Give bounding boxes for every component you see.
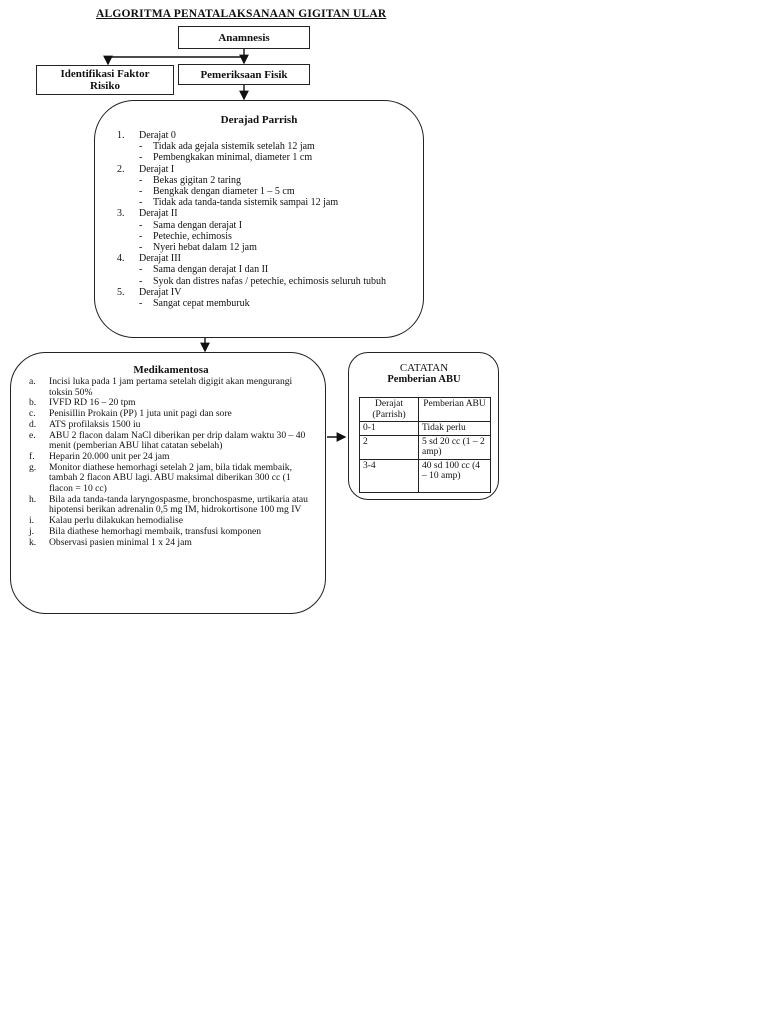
parrish-symptom-text: Bekas gigitan 2 taring — [153, 174, 242, 186]
catatan-heading: CATATAN — [399, 362, 449, 374]
medikamentosa-item-key: a. — [29, 376, 36, 387]
anamnesis-label: Anamnesis — [218, 31, 270, 44]
parrish-symptom: - Pembengkakan minimal, diameter 1 cm — [117, 152, 423, 163]
abu-cell-derajat: 2 — [360, 435, 419, 459]
parrish-symptom-text: Sama dengan derajat I — [153, 219, 243, 231]
parrish-level-number: 4. — [117, 253, 125, 265]
medikamentosa-item-text: IVFD RD 16 – 20 tpm — [49, 397, 136, 409]
medikamentosa-item — [29, 527, 313, 538]
parrish-level-label: Derajat IV — [139, 286, 182, 298]
parrish-symptom: - Sangat cepat memburuk — [117, 298, 423, 309]
faktor-risiko-label: Identifikasi Faktor Risiko — [60, 68, 150, 92]
medikamentosa-box — [10, 352, 326, 614]
parrish-symptom: - Petechie, echimosis — [117, 231, 423, 242]
parrish-symptom-text: Bengkak dengan diameter 1 – 5 cm — [153, 186, 295, 198]
parrish-symptom-text: Sama dengan derajat I dan II — [153, 264, 269, 276]
medikamentosa-item-key: h. — [29, 493, 37, 505]
parrish-symptom: - Sama dengan derajat I dan II — [117, 264, 423, 275]
parrish-symptom: - Nyeri hebat dalam 12 jam — [117, 242, 423, 253]
medikamentosa-item-key: g. — [29, 461, 37, 473]
medikamentosa-item-text: Incisi luka pada 1 jam pertama setelah digigit akan mengurangi toksin 50% — [49, 376, 293, 398]
medikamentosa-item-key: c. — [29, 408, 36, 420]
parrish-level-label: Derajat 0 — [139, 130, 176, 141]
parrish-level — [117, 287, 423, 309]
medikamentosa-item-key: b. — [29, 397, 37, 409]
abu-col-pemberian: Pemberian ABU — [419, 398, 491, 422]
pemeriksaan-fisik-box — [178, 64, 310, 85]
parrish-symptom-text: Pembengkakan minimal, diameter 1 cm — [153, 152, 313, 164]
anamnesis-box — [178, 26, 310, 49]
parrish-level-number: 2. — [117, 163, 125, 175]
medikamentosa-item-key: j. — [29, 525, 35, 537]
parrish-heading: Derajad Parrish — [220, 114, 298, 126]
abu-table-row — [360, 435, 491, 459]
abu-cell-pemberian: 40 sd 100 cc (4 – 10 amp) — [419, 459, 491, 492]
parrish-symptom-text: Tidak ada gejala sistemik setelah 12 jam — [153, 141, 315, 153]
abu-table-row — [360, 459, 491, 492]
medikamentosa-item — [29, 420, 313, 431]
medikamentosa-item-text: ATS profilaksis 1500 iu — [49, 418, 141, 430]
medikamentosa-item — [29, 463, 313, 495]
catatan-subheading: Pemberian ABU — [387, 374, 461, 385]
abu-cell-pemberian: 5 sd 20 cc (1 – 2 amp) — [419, 435, 491, 459]
parrish-symptom: - Bengkak dengan diameter 1 – 5 cm — [117, 186, 423, 197]
abu-cell-pemberian: Tidak perlu — [419, 422, 491, 436]
medikamentosa-item — [29, 495, 313, 516]
abu-cell-derajat: 3-4 — [360, 459, 419, 492]
medikamentosa-item — [29, 431, 313, 452]
parrish-symptom: - Syok dan distres nafas / petechie, echimosis seluruh tubuh — [117, 276, 423, 287]
parrish-symptom: - Bekas gigitan 2 taring — [117, 175, 423, 186]
medikamentosa-item-text: Bila diathese hemorhagi membaik, transfusi komponen — [49, 525, 262, 537]
medikamentosa-item-key: f. — [29, 450, 35, 462]
parrish-level — [117, 208, 423, 253]
parrish-level-label: Derajat III — [139, 253, 181, 265]
parrish-symptom-text: Petechie, echimosis — [153, 230, 232, 242]
parrish-level-label: Derajat II — [139, 208, 178, 220]
parrish-symptom-text: Syok dan distres nafas / petechie, echimosis seluruh tubuh — [153, 275, 387, 287]
page-title: ALGORITMA PENATALAKSANAAN GIGITAN ULAR — [96, 8, 387, 20]
parrish-symptom-text: Tidak ada tanda-tanda sistemik sampai 12 jam — [153, 197, 339, 209]
medikamentosa-item-key: k. — [29, 536, 37, 548]
medikamentosa-item-text: Heparin 20.000 unit per 24 jam — [49, 450, 170, 462]
parrish-level-label: Derajat I — [139, 163, 175, 175]
parrish-symptom: - Tidak ada gejala sistemik setelah 12 jam — [117, 141, 423, 152]
medikamentosa-item-text: Penisillin Prokain (PP) 1 juta unit pagi dan sore — [49, 408, 232, 420]
catatan-box — [348, 352, 499, 500]
medikamentosa-item-text: ABU 2 flacon dalam NaCl diberikan per drip dalam waktu 30 – 40 menit (pemberian ABU lihat catatan sebelah) — [49, 429, 306, 452]
medikamentosa-item-text: Bila ada tanda-tanda laryngospasme, bronchospasme, urtikaria atau hipotensi berikan adrenalin 0,5 mg IM, hidrokortisone 100 mg IV — [49, 493, 308, 516]
medikamentosa-item-text: Observasi pasien minimal 1 x 24 jam — [49, 536, 192, 548]
parrish-level — [117, 130, 423, 164]
parrish-symptom-text: Nyeri hebat dalam 12 jam — [153, 242, 257, 254]
parrish-level-number: 5. — [117, 286, 125, 298]
medikamentosa-item — [29, 377, 313, 398]
medikamentosa-item-text: Monitor diathese hemorhagi setelah 2 jam, bila tidak membaik, tambah 2 flacon ABU lagi. ABU maksimal diberikan 300 cc (1 flacon = 10 cc) — [49, 461, 292, 495]
parrish-symptom: - Sama dengan derajat I — [117, 220, 423, 231]
medikamentosa-item-key: i. — [29, 515, 35, 527]
parrish-level — [117, 164, 423, 209]
faktor-risiko-box — [36, 65, 174, 95]
abu-table — [359, 397, 491, 493]
parrish-symptom: - Tidak ada tanda-tanda sistemik sampai 12 jam — [117, 197, 423, 208]
abu-table-header — [360, 398, 491, 422]
abu-cell-derajat: 0-1 — [360, 422, 419, 436]
parrish-level-number: 1. — [117, 130, 125, 141]
parrish-symptom-text: Sangat cepat memburuk — [153, 298, 250, 310]
abu-table-row — [360, 422, 491, 436]
pemeriksaan-fisik-label: Pemeriksaan Fisik — [200, 68, 288, 81]
parrish-levels — [117, 130, 423, 309]
abu-col-derajat: Derajat (Parrish) — [360, 398, 419, 422]
medikamentosa-item-text: Kalau perlu dilakukan hemodialise — [49, 515, 184, 527]
medikamentosa-item — [29, 538, 313, 549]
medikamentosa-list — [29, 377, 313, 548]
medikamentosa-item-key: e. — [29, 429, 36, 441]
parrish-box — [94, 100, 424, 338]
abu-table-body — [360, 422, 491, 493]
parrish-level — [117, 253, 423, 287]
parrish-level-number: 3. — [117, 208, 125, 220]
medikamentosa-heading: Medikamentosa — [133, 364, 209, 376]
medikamentosa-item-key: d. — [29, 418, 37, 430]
